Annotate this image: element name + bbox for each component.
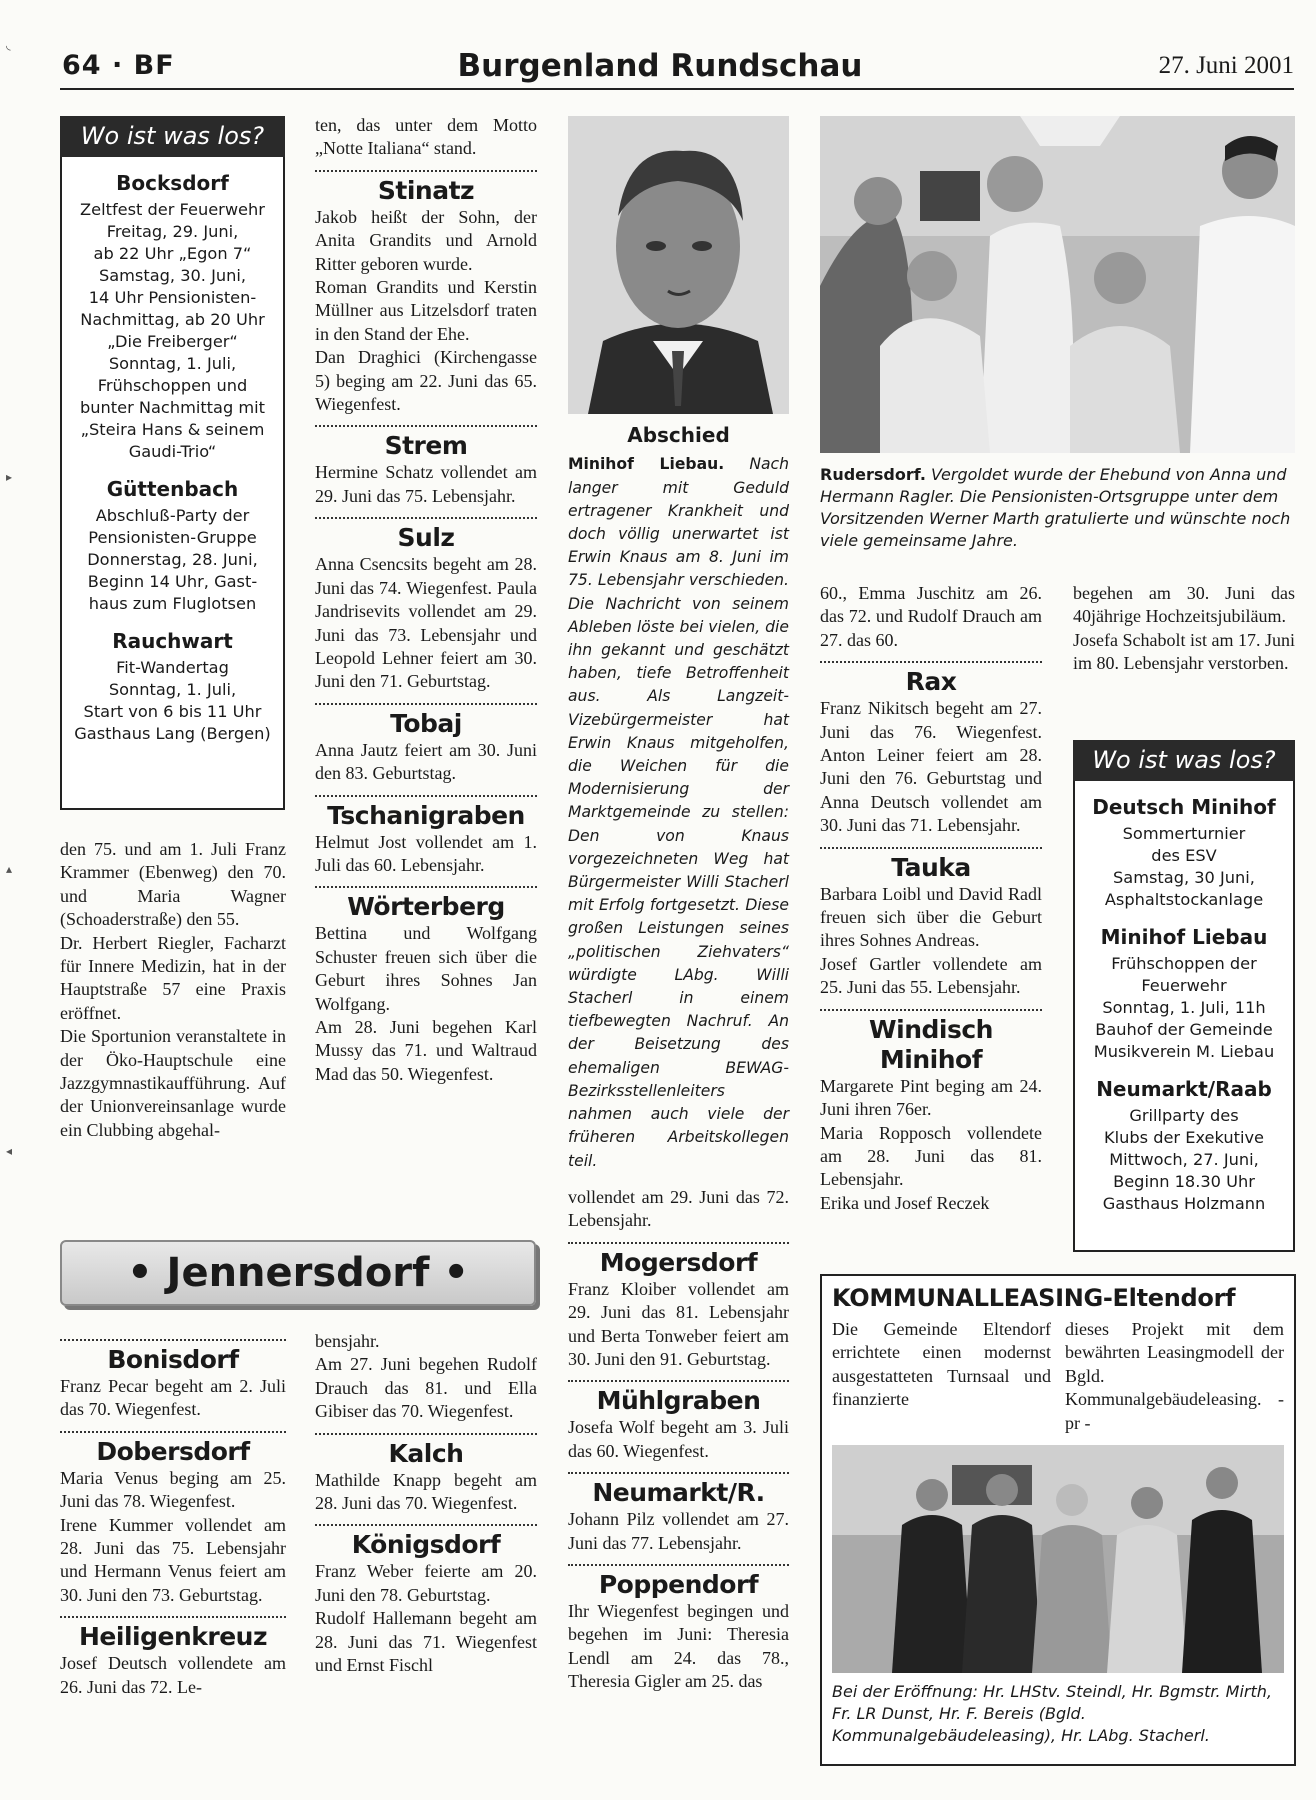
kommunalleasing-text-right: dieses Projekt mit dem bewährten Leasingmodell der Bgld. Kommunalgebäudeleasing. - pr -	[1065, 1319, 1284, 1433]
paragraph: Barbara Loibl und David Radl freuen sich über die Geburt ihres Sohnes Andreas.	[820, 883, 1042, 951]
paragraph: Franz Kloiber vollendet am 29. Juni das 81. Lebensjahr und Berta Tonweber feiert am 30. Juni den 91. Geburtstag.	[568, 1278, 789, 1370]
dotted-divider	[568, 1242, 789, 1244]
dotted-divider	[568, 1472, 789, 1474]
event-line: Samstag, 30 Juni,	[1113, 868, 1255, 887]
event-place: Rauchwart	[112, 629, 233, 653]
event-line: „Die Freiberger“	[107, 332, 238, 351]
event-line: Sonntag, 1. Juli, 11h	[1102, 998, 1266, 1017]
dotted-divider	[60, 1339, 286, 1341]
event-line: Abschluß-Party der	[95, 506, 250, 525]
event-line: Beginn 14 Uhr, Gast-	[87, 572, 258, 591]
kommunalleasing-photo	[832, 1445, 1284, 1673]
dotted-divider	[315, 170, 537, 172]
event-line: Fit-Wandertag	[116, 658, 229, 677]
issue-date: 27. Juni 2001	[1158, 52, 1294, 79]
events-box-left	[60, 116, 285, 810]
paragraph: Roman Grandits und Kerstin Müllner aus Litzelsdorf traten in den Stand der Ehe.	[315, 277, 537, 344]
event-line: Gaudi-Trio“	[128, 442, 217, 461]
event-place: Bocksdorf	[116, 171, 229, 195]
dotted-divider	[315, 425, 537, 427]
column-4-text	[820, 582, 1042, 1215]
paragraph: Irene Kummer vollendet am 28. Juni das 75. Lebensjahr und Hermann Venus feiert am 30. Juni den 73. Geburtstag.	[60, 1514, 286, 1605]
dotted-divider	[820, 1009, 1042, 1011]
event-line: „Steira Hans & seinem	[80, 420, 265, 439]
event-line: Asphaltstockanlage	[1104, 890, 1264, 909]
obituary-text: Minihof Liebau. Nach langer mit Geduld ertragener Krankheit und doch völlig unerwartet ist Erwin Knaus am 8. Juni im 75. Lebensjahr verschieden. Die Nachricht von seinem Ableben löste bei vielen, die ihn gekannt und geschätzt haben, tiefe Betroffenheit aus. Als Langzeit-Vizebürgermeister hat Erwin Knaus mitgeholfen, die Weichen für die Modernisierung der Marktgemeinde zu stellen: Den von Knaus vorgezeichneten Weg hat Bürgermeister Willi Stacherl mit Erfolg fortgesetzt. Diese großen Leistungen seines „politischen Ziehvaters“ würdigte LAbg. Willi Stacherl in einem tiefbewegten Nachruf. An der Beisetzung des ehemaligen BEWAG-Bezirksstellenleiters nahmen auch viele der früheren Arbeitskollegen teil.	[568, 455, 789, 1170]
event-place: Deutsch Minihof	[1092, 795, 1276, 819]
event-line: Musikverein M. Liebau	[1093, 1042, 1275, 1061]
kommunalleasing-title: KOMMUNALLEASING-Eltendorf	[832, 1284, 1236, 1312]
section-heading: Königsdorf	[351, 1530, 501, 1560]
section-heading: Rax	[905, 667, 957, 697]
paragraph: Johann Pilz vollendet am 27. Juni das 77. Lebensjahr.	[568, 1509, 789, 1553]
paragraph: Am 27. Juni begehen Rudolf Drauch das 81. und Ella Gibiser das 70. Wiegenfest.	[315, 1354, 537, 1422]
paragraph: Franz Nikitsch begeht am 27. Juni das 76. Wiegenfest. Anton Leiner feiert am 28. Juni den 76. Geburtstag und Anna Deutsch vollendet am 30. Juni das 71. Lebensjahr.	[820, 698, 1042, 836]
paragraph: Josefa Wolf begeht am 3. Juli das 60. Wiegenfest.	[568, 1417, 789, 1461]
paragraph: Dan Draghici (Kirchengasse 5) beging am 22. Juni das 65. Wiegenfest.	[315, 347, 537, 415]
event-line: Nachmittag, ab 20 Uhr	[80, 310, 265, 329]
paragraph: Ihr Wiegenfest begingen und begehen im Juni: Theresia Lendl am 24. das 78., Theresia Gigler am 25. das	[568, 1601, 789, 1692]
paragraph: Josef Deutsch vollendete am 26. Juni das 72. Le-	[60, 1653, 286, 1697]
event-line: des ESV	[1151, 846, 1217, 865]
events-box-right	[1073, 740, 1295, 1252]
event-place: Güttenbach	[106, 477, 239, 501]
column-5-text	[1073, 582, 1295, 676]
event-line: Sommerturnier	[1122, 824, 1246, 843]
dotted-divider	[315, 517, 537, 519]
kommunalleasing-caption: Bei der Eröffnung: Hr. LHStv. Steindl, Hr. Bgmstr. Mirth, Fr. LR Dunst, Hr. F. Bereis (Bgld. Kommunalgebäudeleasing), Hr. LAbg. Stacherl.	[832, 1682, 1272, 1746]
obituary-place: Minihof Liebau.	[568, 455, 725, 474]
event-line: Grillparty des	[1129, 1106, 1239, 1125]
paragraph: Jakob heißt der Sohn, der Anita Grandits und Arnold Ritter geboren wurde.	[315, 206, 537, 274]
paragraph: 60., Emma Juschitz am 26. das 72. und Rudolf Drauch am 27. das 60.	[820, 583, 1042, 650]
section-heading: Stinatz	[377, 175, 475, 205]
section-heading: Tauka	[891, 852, 971, 882]
jennersdorf-column-3	[568, 1186, 789, 1694]
event-line: haus zum Fluglotsen	[88, 594, 257, 613]
dotted-divider	[315, 1433, 537, 1435]
event-line: Beginn 18.30 Uhr	[1113, 1172, 1255, 1191]
newspaper-title: Burgenland Rundschau	[457, 48, 863, 84]
event-line: Frühschoppen der	[1111, 954, 1257, 973]
dotted-divider	[568, 1564, 789, 1566]
rudersdorf-photo	[820, 116, 1295, 453]
event-line: Freitag, 29. Juni,	[106, 222, 239, 241]
section-banner-jennersdorf: • Jennersdorf •	[60, 1240, 536, 1306]
paragraph: Erika und Josef Reczek	[820, 1192, 990, 1213]
scan-mark: ▸	[6, 470, 13, 484]
obituary-block	[568, 424, 789, 1173]
kommunalleasing-box	[820, 1274, 1296, 1766]
event-line: Gasthaus Holzmann	[1102, 1194, 1266, 1213]
section-heading: Strem	[384, 431, 468, 461]
event-line: Sonntag, 1. Juli,	[108, 680, 237, 699]
paragraph: Josef Gartler vollendete am 25. Juni das 55. Lebensjahr.	[820, 953, 1042, 998]
paragraph: Maria Venus beging am 25. Juni das 78. Wiegenfest.	[60, 1467, 286, 1512]
event-line: bunter Nachmittag mit	[79, 398, 265, 417]
event-line: 14 Uhr Pensionisten-	[88, 288, 257, 307]
event-line: ab 22 Uhr „Egon 7“	[93, 244, 252, 263]
section-heading: Mogersdorf	[599, 1247, 758, 1277]
event-line: Gasthaus Lang (Bergen)	[74, 724, 271, 743]
jennersdorf-column-1	[60, 1330, 286, 1699]
events-box-title: Wo ist was los?	[60, 116, 285, 157]
paragraph: Dr. Herbert Riegler, Facharzt für Innere Medizin, hat in der Hauptstraße 57 eine Praxis eröffnet.	[60, 932, 286, 1023]
paragraph: Die Sportunion veranstaltete in der Öko-Hauptschule eine Jazzgymnastikaufführung. Auf der Unionvereinsanlage wurde ein Clubbing abgehal-	[60, 1026, 286, 1140]
section-heading: Windisch Minihof	[869, 1014, 993, 1074]
paragraph: Franz Weber feierte am 20. Juni den 78. Geburtstag.	[315, 1561, 537, 1605]
paragraph: Hermine Schatz vollendet am 29. Juni das 75. Lebensjahr.	[315, 462, 537, 506]
paragraph: ten, das unter dem Motto „Notte Italiana“ stand.	[315, 115, 537, 159]
paragraph: vollendet am 29. Juni das 72. Lebensjahr.	[568, 1187, 789, 1231]
column-1-text	[60, 838, 286, 1142]
dotted-divider	[568, 1380, 789, 1382]
event-line: Sonntag, 1. Juli,	[108, 354, 237, 373]
event-line: Zeltfest der Feuerwehr	[80, 200, 265, 219]
event-line: Start von 6 bis 11 Uhr	[83, 702, 262, 721]
section-heading: Tschanigraben	[327, 800, 525, 830]
event-line: Samstag, 30. Juni,	[98, 266, 247, 285]
column-2-text	[315, 114, 537, 1086]
obituary-title: Abschied	[627, 423, 730, 447]
paragraph: Anna Csencsits begeht am 28. Juni das 74. Wiegenfest. Paula Jandrisevits vollendet am 29. Juni das 73. Lebensjahr und Leopold Lehner feiert am 30. Juni den 71. Geburtstag.	[315, 554, 537, 692]
jennersdorf-column-2	[315, 1330, 537, 1677]
section-heading: Mühlgraben	[596, 1386, 761, 1416]
dotted-divider	[315, 886, 537, 888]
paragraph: Josefa Schabolt ist am 17. Juni im 80. Lebensjahr verstorben.	[1073, 629, 1295, 674]
event-place: Minihof Liebau	[1100, 925, 1268, 949]
section-heading: Heiligenkreuz	[79, 1622, 267, 1652]
section-heading: Kalch	[388, 1438, 464, 1468]
event-line: Klubs der Exekutive	[1103, 1128, 1265, 1147]
paragraph: Margarete Pint beging am 24. Juni ihren 76er.	[820, 1075, 1042, 1120]
event-place: Neumarkt/Raab	[1096, 1077, 1272, 1101]
section-heading: Neumarkt/R.	[592, 1478, 765, 1508]
events-box-title: Wo ist was los?	[1073, 740, 1295, 781]
event-line: Pensionisten-Gruppe	[88, 528, 257, 547]
dotted-divider	[60, 1431, 286, 1433]
event-line: Bauhof der Gemeinde	[1095, 1020, 1273, 1039]
event-line: Mittwoch, 27. Juni,	[1109, 1150, 1259, 1169]
event-line: Frühschoppen und	[97, 376, 248, 395]
paragraph: Helmut Jost vollendet am 1. Juli das 60. Lebensjahr.	[315, 831, 537, 875]
paragraph: Franz Pecar begeht am 2. Juli das 70. Wiegenfest.	[60, 1376, 286, 1420]
paragraph: Anna Jautz feiert am 30. Juni den 83. Geburtstag.	[315, 739, 537, 784]
paragraph: Rudolf Hallemann begeht am 28. Juni das 71. Wiegenfest und Ernst Fischl	[315, 1608, 537, 1676]
paragraph: begehen am 30. Juni das 40jährige Hochzeitsjubiläum.	[1073, 583, 1295, 627]
rudersdorf-caption-place: Rudersdorf.	[820, 465, 926, 484]
kommunalleasing-text-left: Die Gemeinde Eltendorf errichtete einen modernst ausgestatteten Turnsaal und finanzierte	[832, 1319, 1051, 1410]
dotted-divider	[820, 661, 1042, 663]
paragraph: Maria Ropposch vollendete am 28. Juni das 81. Lebensjahr.	[820, 1122, 1042, 1190]
dotted-divider	[60, 1616, 286, 1618]
section-heading: Bonisdorf	[107, 1345, 239, 1374]
paragraph: Mathilde Knapp begeht am 28. Juni das 70. Wiegenfest.	[315, 1469, 537, 1514]
paragraph: den 75. und am 1. Juli Franz Krammer (Ebenweg) den 70. und Maria Wagner (Schoaderstraße) den 55.	[60, 839, 286, 930]
dotted-divider	[315, 795, 537, 797]
header-rule	[60, 88, 1294, 90]
dotted-divider	[315, 1524, 537, 1526]
paragraph: Am 28. Juni begehen Karl Mussy das 71. und Waltraud Mad das 50. Wiegenfest.	[315, 1016, 537, 1084]
section-heading: Tobaj	[390, 708, 462, 738]
event-line: Donnerstag, 28. Juni,	[87, 550, 258, 569]
scan-mark: ◂	[6, 1144, 13, 1158]
rudersdorf-caption: Rudersdorf. Vergoldet wurde der Ehebund von Anna und Hermann Ragler. Die Pensionisten-Ortsgruppe unter dem Vorsitzenden Werner Marth gratulierte und wünschte noch viele gemeinsame Jahre.	[820, 465, 1291, 550]
page-number: 64 · BF	[62, 50, 175, 81]
scan-mark: ▴	[6, 862, 13, 876]
dotted-divider	[315, 703, 537, 705]
portrait-photo	[568, 116, 789, 414]
paragraph: Bettina und Wolfgang Schuster freuen sich über die Geburt ihres Sohnes Jan Wolfgang.	[315, 923, 537, 1014]
dotted-divider	[820, 847, 1042, 849]
paragraph: bensjahr.	[315, 1331, 380, 1351]
event-line: Feuerwehr	[1141, 976, 1227, 995]
section-heading: Dobersdorf	[96, 1436, 250, 1466]
section-heading: Sulz	[397, 523, 455, 553]
section-heading: Wörterberg	[347, 892, 505, 922]
scan-mark: ◟	[6, 38, 11, 52]
section-heading: Poppendorf	[598, 1570, 759, 1600]
